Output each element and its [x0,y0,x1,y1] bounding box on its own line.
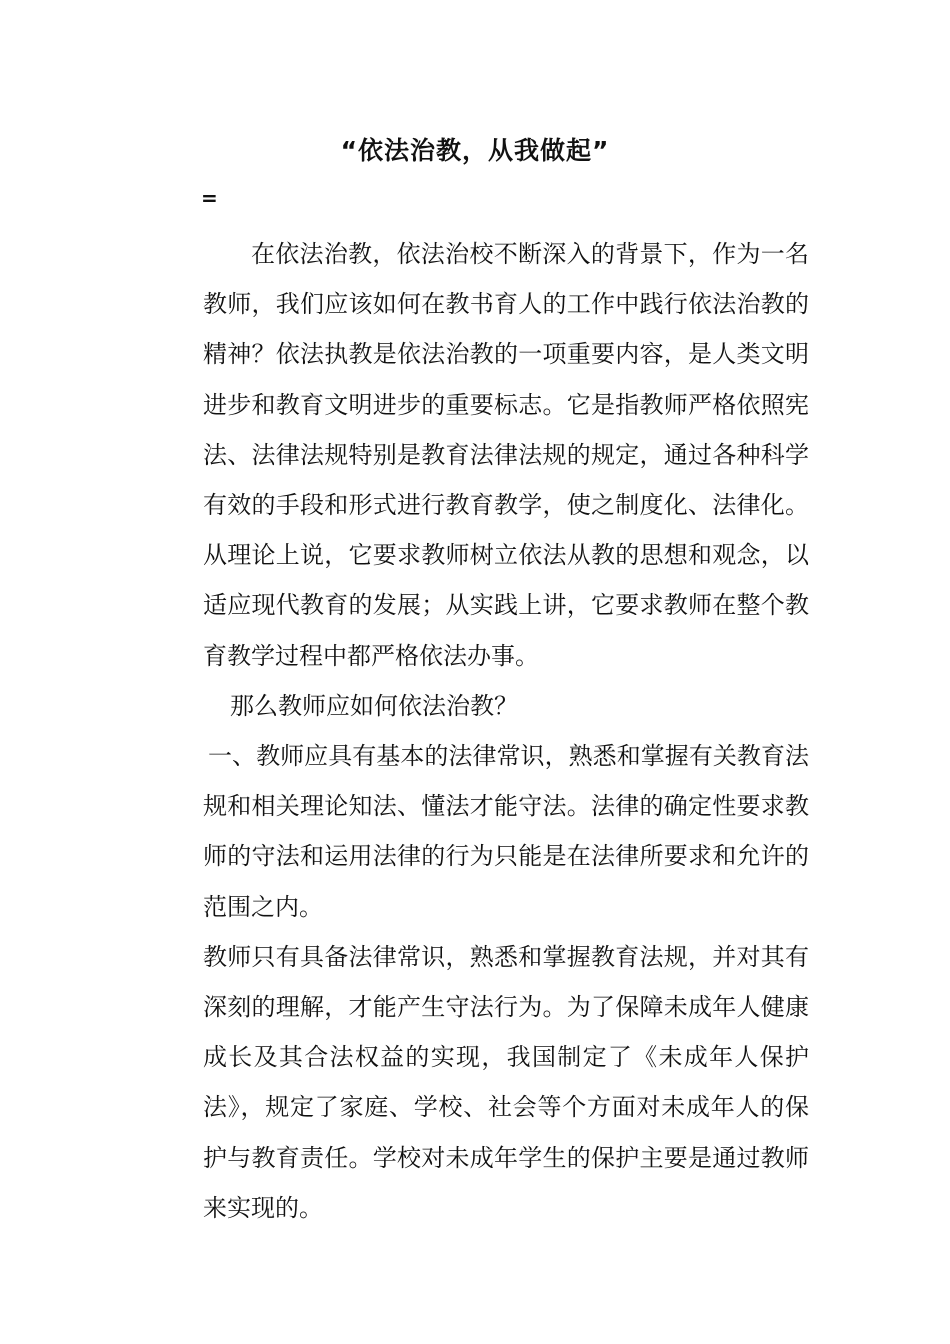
document-title: “依法治教，从我做起” [340,136,610,165]
paragraph-question: 那么教师应如何依法治教？ [230,691,518,720]
document-body [203,229,809,1233]
paragraph-intro: 在依法治教，依法治校不断深入的背景下，作为一名教师，我们应该如何在教书育人的工作中践行依法治教的精神？依法执教是依法治教的一项重要内容，是人类文明进步和教育文明进步的重要标志。它是指教师严格依照宪法、法律法规特别是教育法律法规的规定，通过各种科学有效的手段和形式进行教育教学，使之制度化、法律化。从理论上说，它要求教师树立依法从教的思想和观念，以适应现代教育的发展；从实践上讲，它要求教师在整个教育教学过程中都严格依法办事。 [203,240,809,670]
separator-mark: = [201,186,218,210]
paragraph-point-one: 一、教师应具有基本的法律常识，熟悉和掌握有关教育法规和相关理论知法、懂法才能守法。法律的确定性要求教师的守法和运用法律的行为只能是在法律所要求和允许的范围之内。 [203,742,809,921]
paragraph-minors-protection: 教师只有具备法律常识，熟悉和掌握教育法规，并对其有深刻的理解，才能产生守法行为。为了保障未成年人健康成长及其合法权益的实现，我国制定了《未成年人保护法》，规定了家庭、学校、社会等个方面对未成年人的保护与教育责任。学校对未成年学生的保护主要是通过教师来实现的。 [203,942,809,1222]
